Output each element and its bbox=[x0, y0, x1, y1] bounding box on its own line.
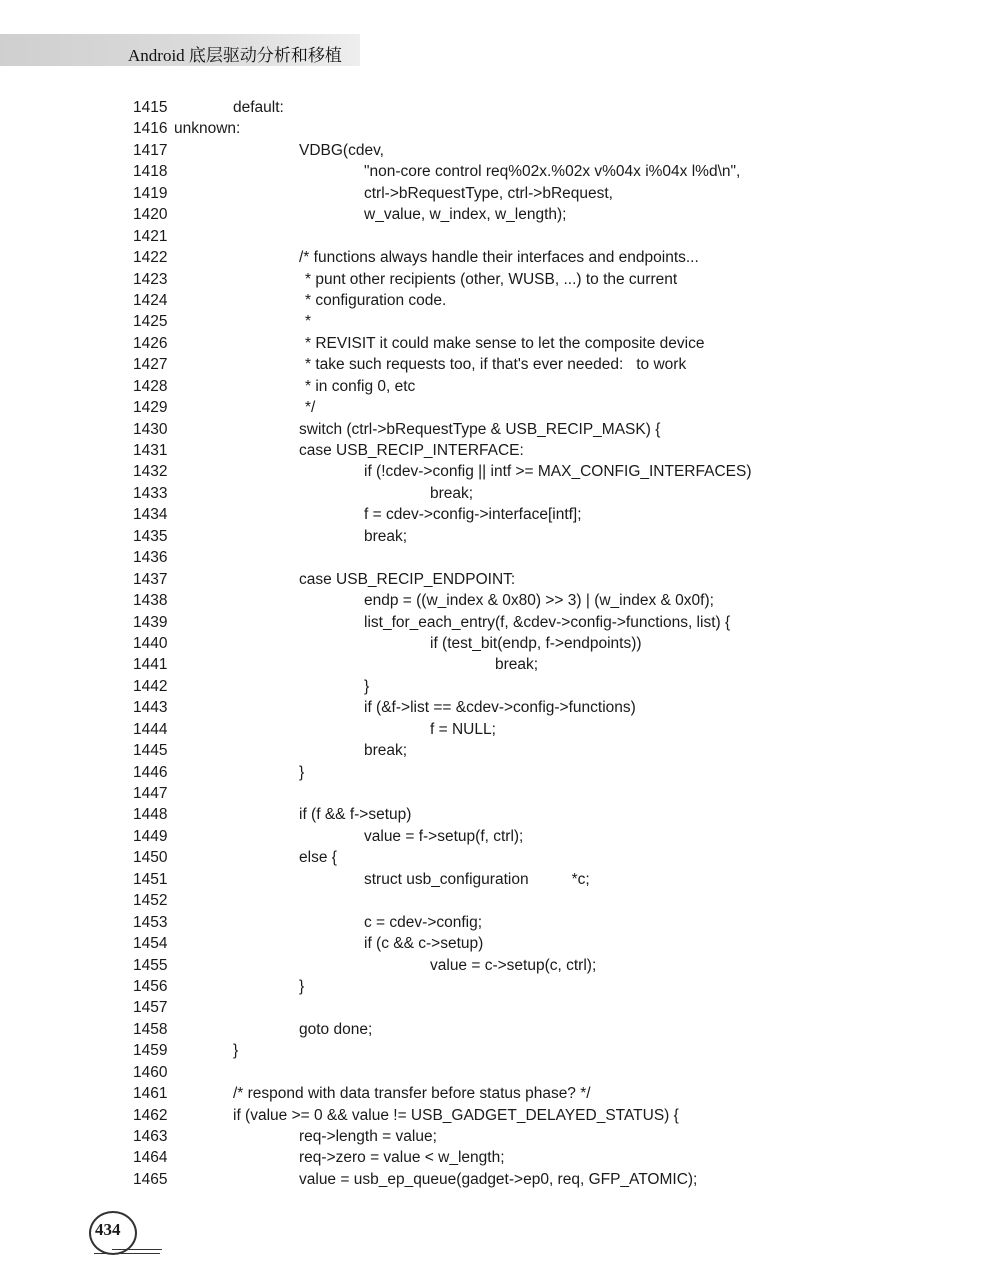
code-line bbox=[0, 140, 1000, 161]
page-number-badge bbox=[84, 1207, 164, 1257]
code-text: else { bbox=[299, 849, 337, 867]
code-text: value = c->setup(c, ctrl); bbox=[430, 956, 597, 974]
code-text: f = NULL; bbox=[430, 720, 496, 738]
code-text: VDBG(cdev, bbox=[299, 141, 384, 159]
line-number: 1429 bbox=[133, 399, 168, 417]
line-number: 1418 bbox=[133, 163, 168, 181]
line-number: 1432 bbox=[133, 463, 168, 481]
code-text: break; bbox=[364, 527, 408, 545]
code-line bbox=[0, 461, 1000, 482]
line-number: 1453 bbox=[133, 913, 168, 931]
line-number: 1419 bbox=[133, 184, 168, 202]
line-number: 1465 bbox=[133, 1170, 168, 1188]
line-number: 1448 bbox=[133, 806, 168, 824]
code-text: unknown: bbox=[174, 120, 241, 138]
line-number: 1457 bbox=[133, 999, 168, 1017]
code-text: * in config 0, etc bbox=[305, 377, 416, 395]
page-number: 434 bbox=[95, 1220, 121, 1239]
code-text: w_value, w_index, w_length); bbox=[364, 206, 567, 224]
code-text: * punt other recipients (other, WUSB, ...) to the current bbox=[305, 270, 678, 288]
line-number: 1462 bbox=[133, 1106, 168, 1124]
code-text: if (c && c->setup) bbox=[364, 935, 484, 953]
code-text: ctrl->bRequestType, ctrl->bRequest, bbox=[364, 184, 613, 202]
code-line bbox=[0, 333, 1000, 354]
line-number: 1433 bbox=[133, 484, 168, 502]
code-line bbox=[0, 183, 1000, 204]
line-number: 1449 bbox=[133, 827, 168, 845]
code-line bbox=[0, 612, 1000, 633]
code-line bbox=[0, 1040, 1000, 1061]
code-line bbox=[0, 676, 1000, 697]
code-text: if (!cdev->config || intf >= MAX_CONFIG_INTERFACES) bbox=[364, 463, 752, 481]
code-line bbox=[0, 1062, 1000, 1083]
line-number: 1461 bbox=[133, 1085, 168, 1103]
code-line bbox=[0, 933, 1000, 954]
code-text: } bbox=[299, 763, 305, 781]
code-line bbox=[0, 762, 1000, 783]
line-number: 1431 bbox=[133, 442, 168, 459]
code-text: break; bbox=[495, 656, 539, 674]
line-number: 1428 bbox=[133, 377, 168, 395]
line-number: 1450 bbox=[133, 849, 168, 867]
page-number-underline bbox=[112, 1249, 162, 1250]
code-line bbox=[0, 719, 1000, 740]
code-text: if (test_bit(endp, f->endpoints)) bbox=[430, 634, 642, 652]
line-number: 1441 bbox=[133, 656, 168, 674]
code-text: "non-core control req%02x.%02x v%04x i%04x l%d\n", bbox=[364, 163, 741, 181]
code-text: value = usb_ep_queue(gadget->ep0, req, GFP_ATOMIC); bbox=[299, 1170, 698, 1188]
code-text: /* respond with data transfer before status phase? */ bbox=[233, 1085, 591, 1103]
code-text: break; bbox=[430, 484, 474, 502]
line-number: 1456 bbox=[133, 977, 168, 995]
line-number: 1425 bbox=[133, 313, 168, 331]
code-text: * configuration code. bbox=[305, 291, 447, 309]
code-line bbox=[0, 1169, 1000, 1190]
line-number: 1436 bbox=[133, 549, 168, 567]
code-text: default: bbox=[233, 99, 284, 116]
page-number-underline bbox=[94, 1253, 160, 1254]
code-line bbox=[0, 912, 1000, 933]
line-number: 1430 bbox=[133, 420, 168, 438]
code-text: */ bbox=[305, 399, 316, 417]
code-line bbox=[0, 740, 1000, 761]
line-number: 1460 bbox=[133, 1063, 168, 1081]
code-line bbox=[0, 504, 1000, 525]
code-text: list_for_each_entry(f, &cdev->config->functions, list) { bbox=[364, 613, 731, 631]
code-line bbox=[0, 247, 1000, 268]
line-number: 1438 bbox=[133, 592, 168, 610]
code-line bbox=[0, 1126, 1000, 1147]
code-line bbox=[0, 118, 1000, 139]
code-text: value = f->setup(f, ctrl); bbox=[364, 827, 524, 845]
code-text: req->zero = value < w_length; bbox=[299, 1149, 505, 1167]
code-line bbox=[0, 269, 1000, 290]
line-number: 1454 bbox=[133, 935, 168, 953]
code-text: f = cdev->config->interface[intf]; bbox=[364, 506, 582, 524]
line-number: 1435 bbox=[133, 527, 168, 545]
code-line bbox=[0, 376, 1000, 397]
code-text: req->length = value; bbox=[299, 1128, 437, 1145]
line-number: 1442 bbox=[133, 677, 168, 695]
line-number: 1446 bbox=[133, 763, 168, 781]
line-number: 1434 bbox=[133, 506, 168, 524]
code-text: c = cdev->config; bbox=[364, 913, 483, 931]
code-line bbox=[0, 569, 1000, 590]
code-line bbox=[0, 1147, 1000, 1168]
code-text: } bbox=[233, 1042, 239, 1060]
code-text: case USB_RECIP_ENDPOINT: bbox=[299, 570, 516, 588]
code-line bbox=[0, 440, 1000, 461]
code-line bbox=[0, 783, 1000, 804]
code-line bbox=[0, 1105, 1000, 1126]
code-text: break; bbox=[364, 742, 408, 760]
code-text: } bbox=[364, 677, 370, 695]
code-line bbox=[0, 1019, 1000, 1040]
line-number: 1451 bbox=[133, 870, 168, 888]
line-number: 1416 bbox=[133, 120, 168, 138]
code-line bbox=[0, 847, 1000, 868]
code-line bbox=[0, 161, 1000, 182]
line-number: 1417 bbox=[133, 141, 168, 159]
line-number: 1464 bbox=[133, 1149, 168, 1167]
code-text: endp = ((w_index & 0x80) >> 3) | (w_index & 0x0f); bbox=[364, 592, 714, 610]
code-line bbox=[0, 290, 1000, 311]
line-number: 1463 bbox=[133, 1128, 168, 1145]
code-line bbox=[0, 976, 1000, 997]
code-line bbox=[0, 483, 1000, 504]
code-line bbox=[0, 526, 1000, 547]
line-number: 1445 bbox=[133, 742, 168, 760]
line-number: 1422 bbox=[133, 249, 168, 267]
code-text: case USB_RECIP_INTERFACE: bbox=[299, 442, 524, 459]
code-text: * take such requests too, if that's ever needed: to work bbox=[305, 356, 687, 374]
line-number: 1420 bbox=[133, 206, 168, 224]
code-line bbox=[0, 226, 1000, 247]
code-text: if (value >= 0 && value != USB_GADGET_DELAYED_STATUS) { bbox=[233, 1106, 679, 1124]
code-line bbox=[0, 804, 1000, 825]
code-line bbox=[0, 590, 1000, 611]
line-number: 1423 bbox=[133, 270, 168, 288]
page-header-title: Android 底层驱动分析和移植 bbox=[128, 46, 342, 65]
line-number: 1437 bbox=[133, 570, 168, 588]
line-number: 1426 bbox=[133, 334, 168, 352]
code-text: } bbox=[299, 977, 305, 995]
code-text: * REVISIT it could make sense to let the composite device bbox=[305, 334, 705, 352]
line-number: 1452 bbox=[133, 892, 168, 910]
code-listing bbox=[0, 97, 1000, 1190]
code-text: if (f && f->setup) bbox=[299, 806, 412, 824]
code-text: if (&f->list == &cdev->config->functions) bbox=[364, 699, 636, 717]
code-line bbox=[0, 354, 1000, 375]
code-line bbox=[0, 97, 1000, 118]
line-number: 1427 bbox=[133, 356, 168, 374]
line-number: 1424 bbox=[133, 291, 168, 309]
line-number: 1421 bbox=[133, 227, 168, 245]
line-number: 1447 bbox=[133, 785, 168, 802]
code-line bbox=[0, 311, 1000, 332]
code-line bbox=[0, 955, 1000, 976]
code-text: struct usb_configuration *c; bbox=[364, 870, 590, 888]
code-text: goto done; bbox=[299, 1020, 373, 1038]
code-line bbox=[0, 397, 1000, 418]
line-number: 1455 bbox=[133, 956, 168, 974]
line-number: 1444 bbox=[133, 720, 168, 738]
code-line bbox=[0, 419, 1000, 440]
code-text: /* functions always handle their interfaces and endpoints... bbox=[299, 249, 699, 267]
code-line bbox=[0, 1083, 1000, 1104]
line-number: 1439 bbox=[133, 613, 168, 631]
code-line bbox=[0, 869, 1000, 890]
code-line bbox=[0, 204, 1000, 225]
code-line bbox=[0, 997, 1000, 1018]
line-number: 1443 bbox=[133, 699, 168, 717]
line-number: 1458 bbox=[133, 1020, 168, 1038]
line-number: 1459 bbox=[133, 1042, 168, 1060]
code-line bbox=[0, 890, 1000, 911]
code-text: switch (ctrl->bRequestType & USB_RECIP_MASK) { bbox=[299, 420, 661, 438]
code-text: * bbox=[305, 313, 312, 331]
code-line bbox=[0, 697, 1000, 718]
code-line bbox=[0, 633, 1000, 654]
line-number: 1440 bbox=[133, 634, 168, 652]
code-line bbox=[0, 654, 1000, 675]
code-line bbox=[0, 547, 1000, 568]
line-number: 1415 bbox=[133, 99, 168, 116]
code-line bbox=[0, 826, 1000, 847]
